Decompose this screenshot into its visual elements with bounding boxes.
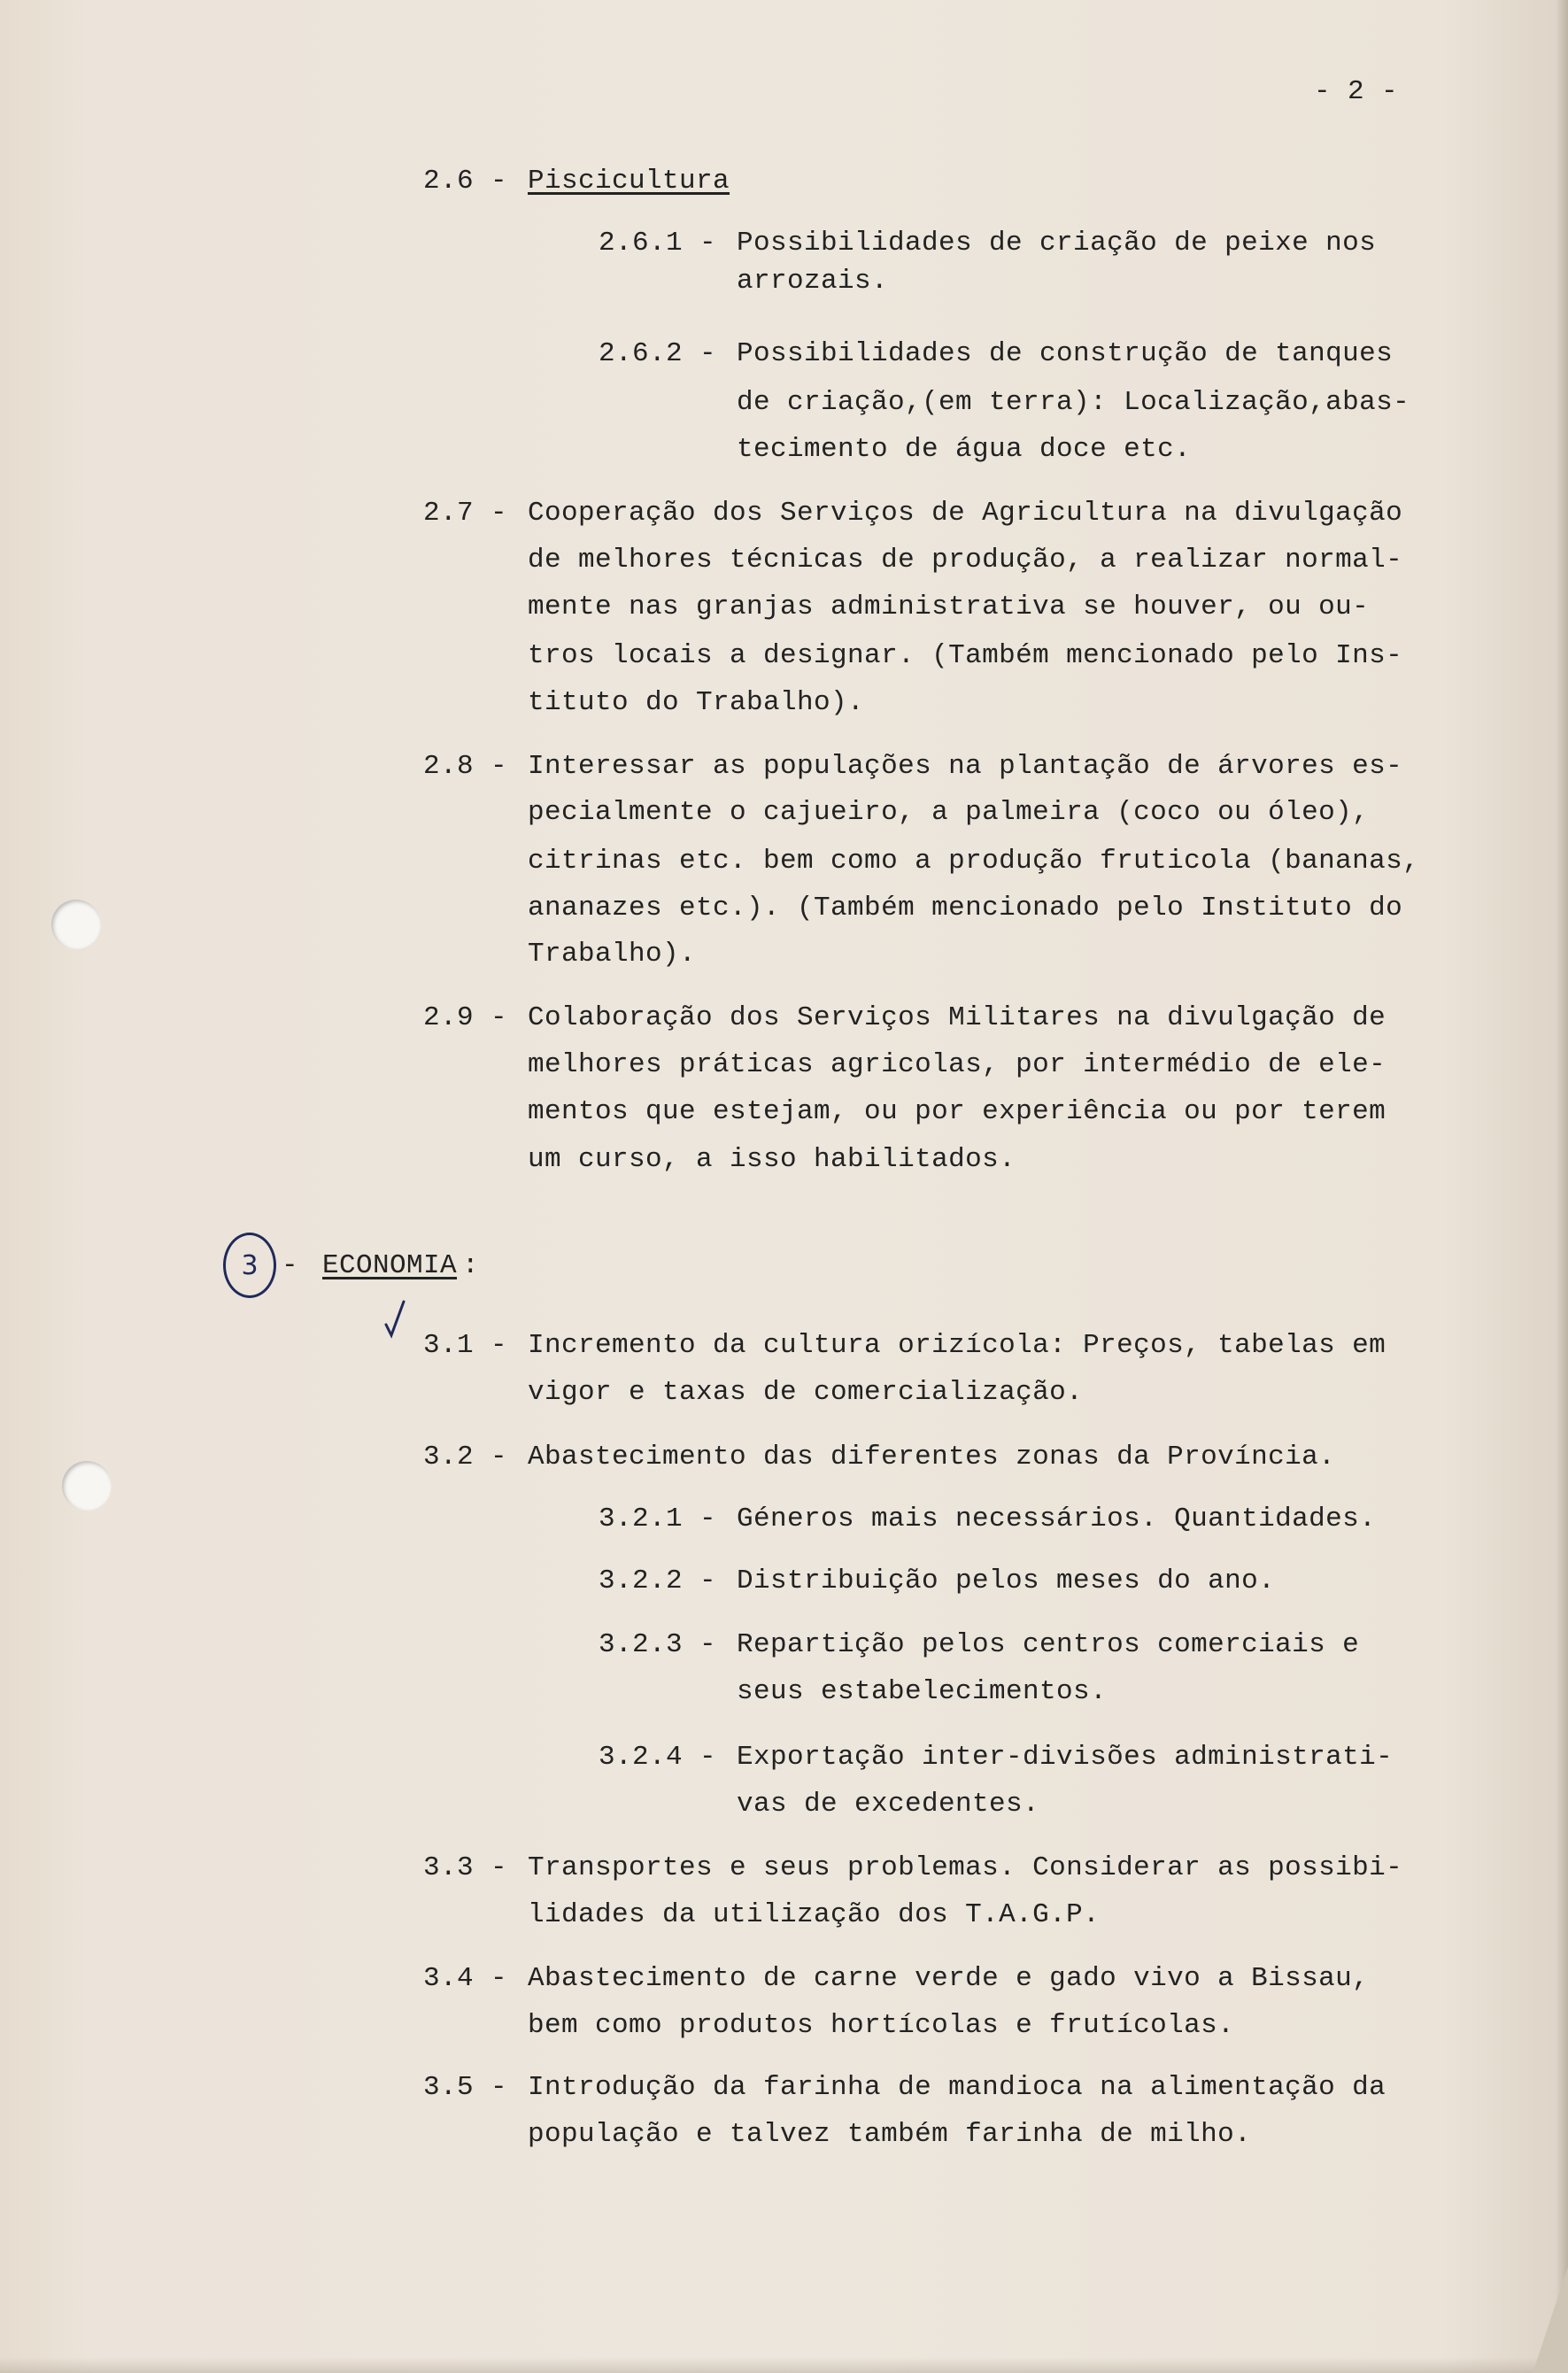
handwritten-circled-number: 3 bbox=[223, 1233, 276, 1298]
section-dash: - bbox=[282, 1250, 299, 1281]
item-number-3-2-1: 3.2.1 - bbox=[599, 1503, 717, 1534]
section-number-2-6: 2.6 - bbox=[423, 166, 508, 197]
section-number-2-9: 2.9 - bbox=[423, 1002, 508, 1033]
item-text-line: seus estabelecimentos. bbox=[737, 1676, 1108, 1707]
item-text-line: de criação,(em terra): Localização,abas- bbox=[737, 387, 1410, 418]
paragraph-line: ananazes etc.). (Também mencionado pelo Instituto do bbox=[528, 893, 1403, 924]
paragraph-line: um curso, a isso habilitados. bbox=[528, 1144, 1016, 1175]
paragraph-line: Transportes e seus problemas. Considerar as possibi- bbox=[528, 1852, 1403, 1883]
item-text-line: Exportação inter-divisões administrati- bbox=[737, 1742, 1394, 1773]
paper-bottom-shadow bbox=[0, 2357, 1568, 2373]
paragraph-line: tituto do Trabalho). bbox=[528, 687, 865, 718]
section-number-3-5: 3.5 - bbox=[423, 2072, 508, 2103]
section-title-piscicultura: Piscicultura bbox=[528, 166, 730, 197]
item-text-line: tecimento de água doce etc. bbox=[737, 434, 1192, 465]
item-number-3-2-2: 3.2.2 - bbox=[599, 1565, 717, 1596]
paragraph-line: Colaboração dos Serviços Militares na divulgação de bbox=[528, 1002, 1386, 1033]
paragraph-line: de melhores técnicas de produção, a realizar normal- bbox=[528, 545, 1403, 576]
paragraph-line: pecialmente o cajueiro, a palmeira (coco ou óleo), bbox=[528, 797, 1370, 828]
paragraph-line: bem como produtos hortícolas e frutícolas. bbox=[528, 2010, 1235, 2041]
punch-hole-bottom bbox=[62, 1461, 112, 1511]
paragraph-line: Introdução da farinha de mandioca na alimentação da bbox=[528, 2072, 1386, 2103]
paragraph-line: tros locais a designar. (Também mencionado pelo Ins- bbox=[528, 640, 1403, 671]
paragraph-line: citrinas etc. bem como a produção fruticola (bananas, bbox=[528, 846, 1420, 877]
item-text-line: Possibilidades de construção de tanques bbox=[737, 338, 1394, 369]
section-number-2-8: 2.8 - bbox=[423, 751, 508, 782]
item-text-line: Repartição pelos centros comerciais e bbox=[737, 1629, 1360, 1660]
section-number-3-2: 3.2 - bbox=[423, 1442, 508, 1472]
item-number-3-2-4: 3.2.4 - bbox=[599, 1742, 717, 1773]
section-title-colon: : bbox=[462, 1250, 480, 1281]
item-text-line: Possibilidades de criação de peixe nos bbox=[737, 228, 1377, 259]
punch-hole-top bbox=[51, 900, 101, 949]
handwritten-check-mark bbox=[382, 1300, 409, 1339]
section-number-3-3: 3.3 - bbox=[423, 1852, 508, 1883]
item-text-line: Géneros mais necessários. Quantidades. bbox=[737, 1503, 1377, 1534]
item-text-line: arrozais. bbox=[737, 266, 889, 297]
paragraph-line: população e talvez também farinha de milho. bbox=[528, 2119, 1252, 2150]
section-number-3-4: 3.4 - bbox=[423, 1963, 508, 1994]
paper-corner-fold bbox=[1533, 2267, 1568, 2373]
item-text-line: vas de excedentes. bbox=[737, 1789, 1040, 1820]
paragraph-line: Interessar as populações na plantação de árvores es- bbox=[528, 751, 1403, 782]
item-number-2-6-1: 2.6.1 - bbox=[599, 228, 717, 259]
paragraph-line: melhores práticas agricolas, por intermédio de ele- bbox=[528, 1049, 1386, 1080]
page-number: - 2 - bbox=[1314, 76, 1399, 107]
paragraph-line: vigor e taxas de comercialização. bbox=[528, 1377, 1084, 1408]
item-number-3-2-3: 3.2.3 - bbox=[599, 1629, 717, 1660]
section-number-3-1: 3.1 - bbox=[423, 1330, 508, 1361]
paragraph-line: mentos que estejam, ou por experiência ou por terem bbox=[528, 1096, 1386, 1127]
paragraph-line: Abastecimento de carne verde e gado vivo a Bissau, bbox=[528, 1963, 1370, 1994]
section-number-2-7: 2.7 - bbox=[423, 498, 508, 529]
paragraph-line: lidades da utilização dos T.A.G.P. bbox=[528, 1899, 1101, 1930]
paragraph-line: mente nas granjas administrativa se houver, ou ou- bbox=[528, 591, 1370, 622]
paragraph-line: Incremento da cultura orizícola: Preços, tabelas em bbox=[528, 1330, 1386, 1361]
paper-edge-shadow bbox=[1556, 0, 1568, 2373]
item-text-line: Distribuição pelos meses do ano. bbox=[737, 1565, 1276, 1596]
section-title-economia: ECONOMIA bbox=[322, 1250, 458, 1281]
item-number-2-6-2: 2.6.2 - bbox=[599, 338, 717, 369]
paragraph-line: Trabalho). bbox=[528, 939, 697, 970]
paragraph-line: Cooperação dos Serviços de Agricultura na divulgação bbox=[528, 498, 1403, 529]
paragraph-line: Abastecimento das diferentes zonas da Província. bbox=[528, 1442, 1336, 1472]
